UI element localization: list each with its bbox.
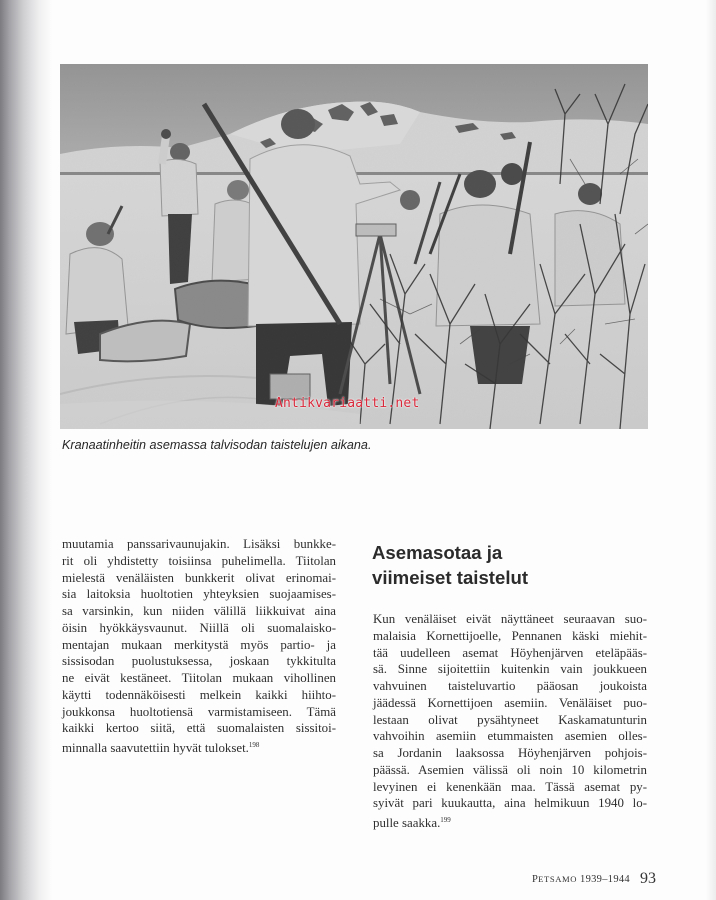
running-head-years: 1939–1944 xyxy=(580,873,630,885)
body-line-text: minnalla saavutettiin hyvät tulokset. xyxy=(62,741,249,755)
body-line: joukkonsa huoltotiensä varmistamiseen. Tämä xyxy=(62,704,336,719)
body-line: mielestä venäläisten bunkkerit olivat erinomai- xyxy=(62,570,336,585)
body-line: päässä. Asemien välissä oli noin 10 kilometrin xyxy=(373,762,647,777)
watermark-text: Antikvariaatti.net xyxy=(275,396,420,411)
body-line: sä. Sinne sijoitettiin kuitenkin vain joukkueen xyxy=(373,662,647,677)
page-number: 93 xyxy=(639,870,656,888)
body-line: käytti todennäköisesti melkein kaikki hiihto- xyxy=(62,687,336,702)
body-line: lestaan olivat pysähtyneet Kaskamatunturin xyxy=(373,712,647,727)
body-line: sa Jordanin laaksossa Höyhenjärven pohjois- xyxy=(373,746,647,760)
page-footer xyxy=(532,870,656,888)
body-line: syivät pari kuukautta, aina helmikuun 1940 lo- xyxy=(373,796,647,811)
running-head-smallcaps: ETSAMO xyxy=(538,873,578,884)
body-line: levyinen ei kenenkään maa. Tässä asemat py- xyxy=(373,779,647,794)
book-gutter-shadow xyxy=(0,0,52,900)
body-line: öisin hyökkäysvaunut. Niillä oli suomalaisko- xyxy=(62,620,336,635)
section-heading-line-2: viimeiset taistelut xyxy=(372,567,529,588)
photo-caption: Kranaatinheitin asemassa talvisodan taistelujen aikana. xyxy=(62,438,372,452)
body-line: vahvuinen taisteluvartio pääosan joukoista xyxy=(373,679,647,693)
page-edge xyxy=(706,0,716,900)
winter-war-photo xyxy=(60,64,648,429)
body-line-text: pulle saakka. xyxy=(373,816,441,830)
running-head-initial: P xyxy=(532,873,539,885)
body-line: kaikki kertoo siitä, että suomalaisten sissitoi- xyxy=(62,721,336,736)
body-line: sia laitoksia huoltotien yhteyksien suojaamises- xyxy=(62,587,336,602)
body-line: tää uudelleen asemat Höyhenjärven eteläpääs- xyxy=(373,645,647,660)
body-line: mentajan mukaan merkitystä myös partio- ja xyxy=(62,637,336,652)
footnote-ref-198[interactable]: 198 xyxy=(248,741,260,749)
footnote-ref-199[interactable]: 199 xyxy=(440,816,451,824)
body-line: muutamia panssarivaunujakin. Lisäksi bunkke- xyxy=(62,537,336,551)
body-line: sa varsinkin, kun niiden välillä liikkuivat aina xyxy=(62,604,336,618)
body-line: malaisia Kornettijoelle, Pennanen käski miehit- xyxy=(373,628,647,643)
left-text-column xyxy=(62,536,336,754)
running-head xyxy=(532,874,630,885)
body-line: Kun venäläiset eivät näyttäneet seuraavan suo- xyxy=(373,612,647,626)
body-line: rit oli yhdistetty toisiinsa puhelimella. Tiitolan xyxy=(62,553,336,568)
body-line: ne eivät kestäneet. Tiitolan mukaan vihollinen xyxy=(62,671,336,685)
section-heading-line-1: Asemasotaa ja xyxy=(372,542,503,563)
body-line-last xyxy=(373,812,647,829)
body-line: vahvoihin asemiin etummaisten asemien olles- xyxy=(373,729,647,744)
body-line: sissisodan puolustuksessa, joskaan tykkitulta xyxy=(62,654,336,669)
section-heading xyxy=(372,540,528,590)
body-line-last xyxy=(62,737,336,754)
photograph xyxy=(60,64,648,429)
right-text-column xyxy=(373,611,647,829)
body-line: jäädessä Kornettijoen asemiin. Venäläiset puo- xyxy=(373,695,647,710)
